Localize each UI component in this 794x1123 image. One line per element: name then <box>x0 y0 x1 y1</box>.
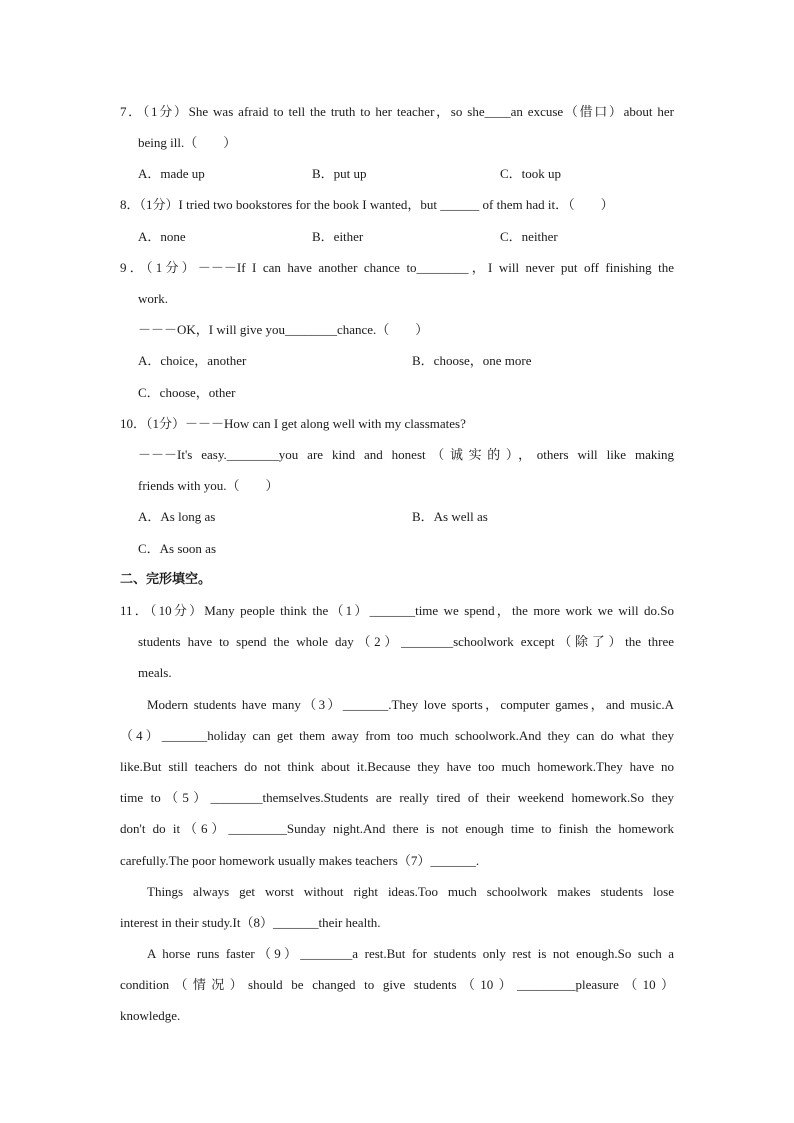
q8-stem: 8．（1分）I tried two bookstores for the book I wanted，but ______ of them had it．（ ） <box>120 197 614 212</box>
cloze-paragraph-4-line-2: condition（情况）should be changed to give students（10）_________pleasure（10） <box>120 977 674 992</box>
q11-stem-cont: students have to spend the whole day（2）________schoolwork except（除了）the three <box>138 634 674 649</box>
q10-stem: 10．（1分）－－－How can I get along well with my classmates? <box>120 416 466 431</box>
q7-option-b: B．put up <box>312 166 367 181</box>
q10-dialog-reply: －－－It's easy.________you are kind and honest（诚实的），others will like making <box>138 447 674 462</box>
q9-stem-cont: work. <box>138 291 168 306</box>
q9-dialog-reply: －－－OK，I will give you________chance.（ ） <box>138 322 429 337</box>
q9-option-a: A．choice，another <box>138 353 247 368</box>
cloze-paragraph-3-line-2: interest in their study.It（8）_______their health. <box>120 915 381 930</box>
q7-option-a: A．made up <box>138 166 205 181</box>
q11-stem-end: meals. <box>138 665 172 680</box>
section-2-heading: 二、完形填空。 <box>120 572 212 587</box>
q7-stem: 7．（1分）She was afraid to tell the truth to her teacher，so she____an excuse（借口）about her <box>120 104 674 119</box>
q10-option-c: C．As soon as <box>138 541 217 556</box>
q7-stem-cont: being ill.（ ） <box>138 135 237 150</box>
cloze-paragraph-4-line-3: knowledge. <box>120 1008 181 1023</box>
cloze-paragraph-2-line-3: like.But still teachers do not think about it.Because they have too much homework.They have no <box>120 759 674 774</box>
q7-option-c: C．took up <box>500 166 562 181</box>
q10-option-b: B．As well as <box>412 509 488 524</box>
cloze-paragraph-3-line-1: Things always get worst without right ideas.Too much schoolwork makes students lose <box>147 884 674 899</box>
q9-option-b: B．choose，one more <box>412 353 532 368</box>
cloze-paragraph-2-line-4: time to（5）________themselves.Students are really tired of their weekend homework.So they <box>120 790 674 805</box>
q11-stem: 11．（10分）Many people think the（1）_______time we spend，the more work we will do.So <box>120 603 674 618</box>
q9-option-c: C．choose，other <box>138 385 236 400</box>
cloze-paragraph-2-line-5: don't do it（6）_________Sunday night.And there is not enough time to finish the homework <box>120 821 674 836</box>
q9-stem: 9．（1分）－－－If I can have another chance to________，I will never put off finishing the <box>120 260 674 275</box>
cloze-paragraph-2-line-6: carefully.The poor homework usually makes teachers（7）_______. <box>120 853 480 868</box>
q10-dialog-cont: friends with you.（ ） <box>138 478 279 493</box>
cloze-paragraph-2-line-2: （4）_______holiday can get them away from too much schoolwork.And they can do what they <box>120 728 674 743</box>
q10-option-a: A．As long as <box>138 509 216 524</box>
cloze-paragraph-4-line-1: A horse runs faster（9）________a rest.But for students only rest is not enough.So such a <box>147 946 674 961</box>
cloze-paragraph-2-line-1: Modern students have many（3）_______.They love sports，computer games，and music.A <box>147 697 674 712</box>
q8-option-c: C．neither <box>500 229 558 244</box>
q8-option-a: A．none <box>138 229 186 244</box>
q8-option-b: B．either <box>312 229 364 244</box>
